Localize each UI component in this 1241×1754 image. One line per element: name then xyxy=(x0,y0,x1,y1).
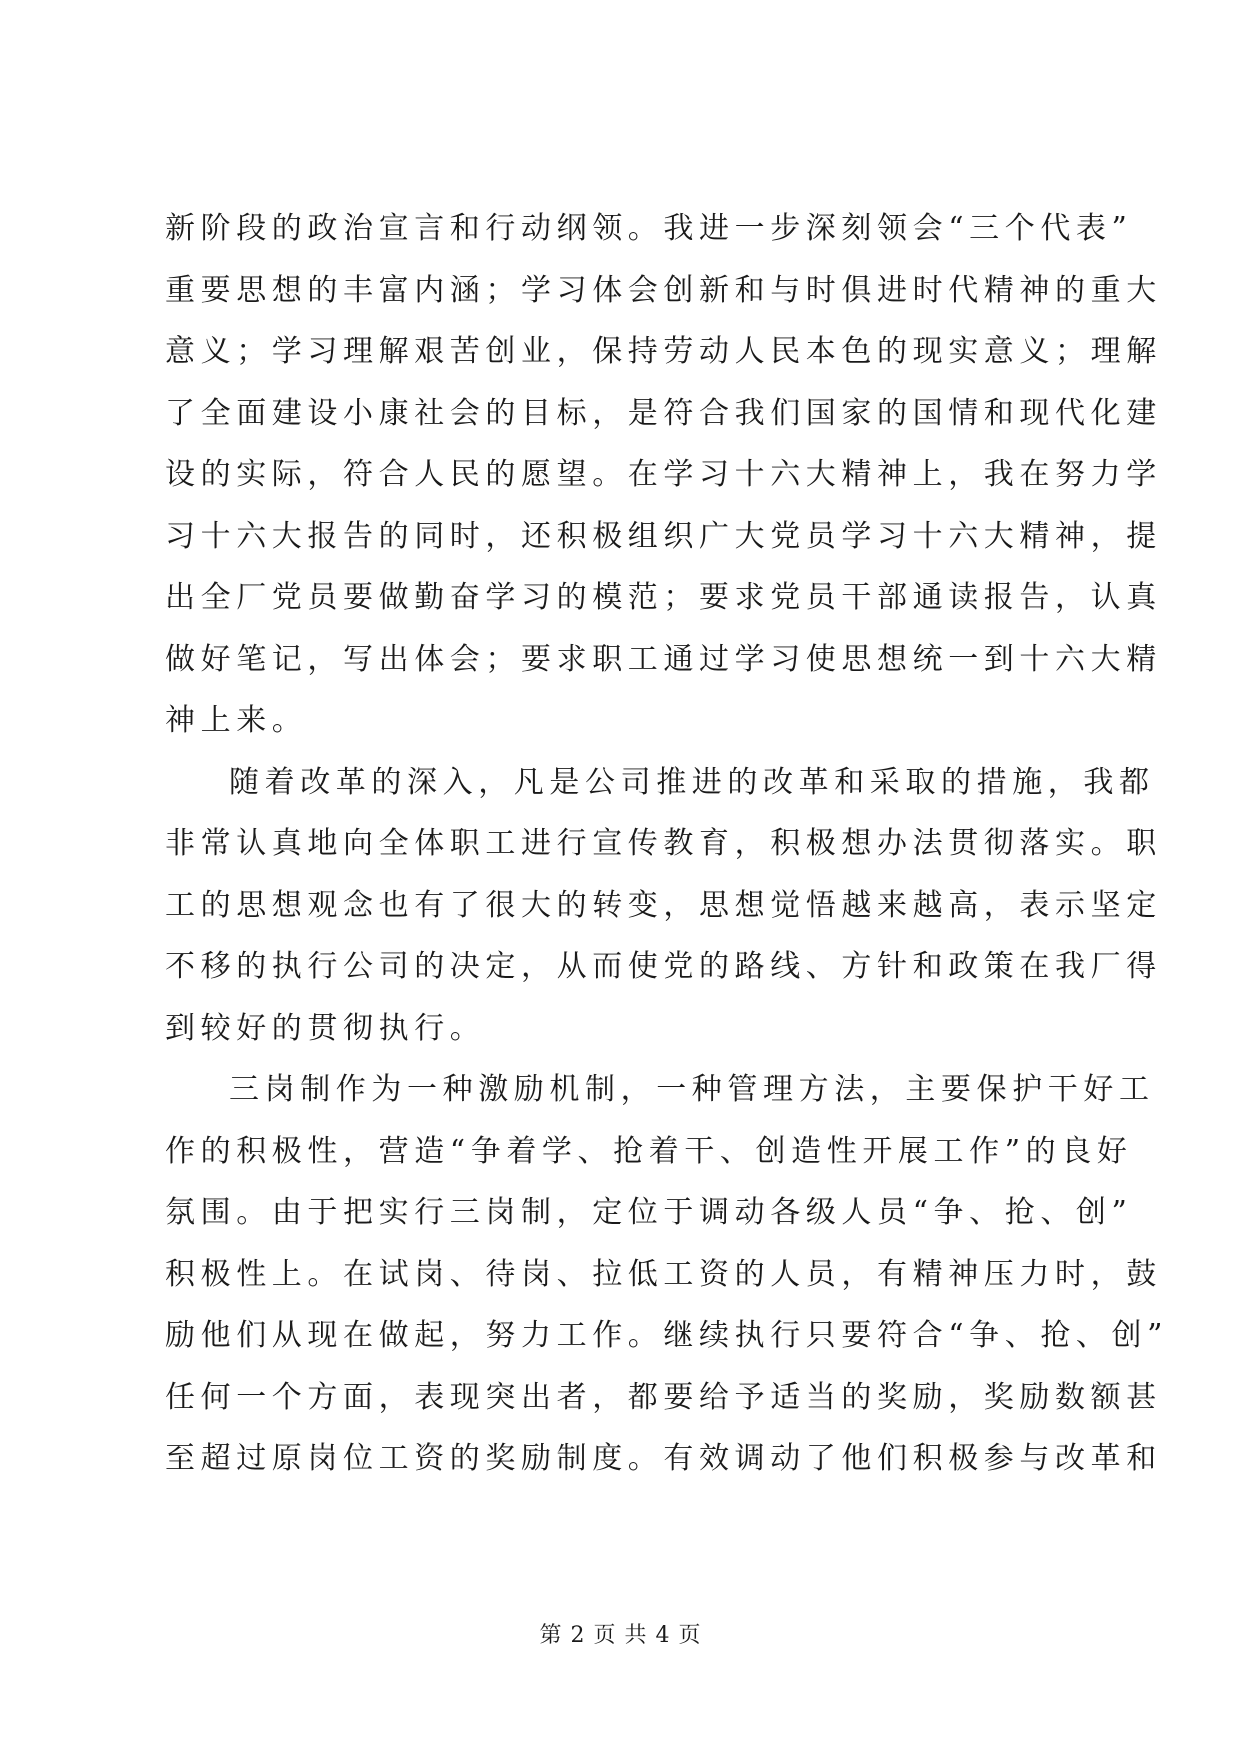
text-line: 出全厂党员要做勤奋学习的模范；要求党员干部通读报告，认真 xyxy=(165,580,1162,615)
text-line: 新阶段的政治宣言和行动纲领。我进一步深刻领会“三个代表” xyxy=(165,211,1133,246)
text-line: 励他们从现在做起，努力工作。继续执行只要符合“争、抢、创” xyxy=(165,1318,1169,1353)
text-line: 氛围。由于把实行三岗制，定位于调动各级人员“争、抢、创” xyxy=(165,1195,1133,1230)
text-line: 了全面建设小康社会的目标，是符合我们国家的国情和现代化建 xyxy=(165,395,1162,431)
text-line: 至超过原岗位工资的奖励制度。有效调动了他们积极参与改革和 xyxy=(165,1441,1162,1476)
body-text xyxy=(165,198,1169,1490)
text-line: 设的实际，符合人民的愿望。在学习十六大精神上，我在努力学 xyxy=(165,457,1162,492)
text-line: 意义；学习理解艰苦创业，保持劳动人民本色的现实意义；理解 xyxy=(165,334,1162,369)
page-number-footer: 第 2 页 共 4 页 xyxy=(539,1623,702,1648)
text-line: 习十六大报告的同时，还积极组织广大党员学习十六大精神，提 xyxy=(165,518,1162,554)
text-line: 到较好的贯彻执行。 xyxy=(165,1010,486,1046)
text-line: 工的思想观念也有了很大的转变，思想觉悟越来越高，表示坚定 xyxy=(165,887,1162,923)
text-line: 作的积极性，营造“争着学、抢着干、创造性开展工作”的良好 xyxy=(165,1133,1133,1169)
paragraph-first-line: 随着改革的深入，凡是公司推进的改革和采取的措施，我都 xyxy=(229,764,1155,800)
text-line: 积极性上。在试岗、待岗、拉低工资的人员，有精神压力时，鼓 xyxy=(165,1256,1162,1292)
paragraph-first-line: 三岗制作为一种激励机制，一种管理方法，主要保护干好工 xyxy=(229,1072,1155,1107)
text-line: 不移的执行公司的决定，从而使党的路线、方针和政策在我厂得 xyxy=(165,949,1162,984)
text-line: 重要思想的丰富内涵；学习体会创新和与时俱进时代精神的重大 xyxy=(165,272,1162,308)
text-line: 任何一个方面，表现突出者，都要给予适当的奖励，奖励数额甚 xyxy=(165,1379,1162,1415)
text-line: 非常认真地向全体职工进行宣传教育，积极想办法贯彻落实。职 xyxy=(165,826,1162,861)
text-line: 做好笔记，写出体会；要求职工通过学习使思想统一到十六大精 xyxy=(165,641,1162,677)
text-line: 神上来。 xyxy=(165,703,308,738)
